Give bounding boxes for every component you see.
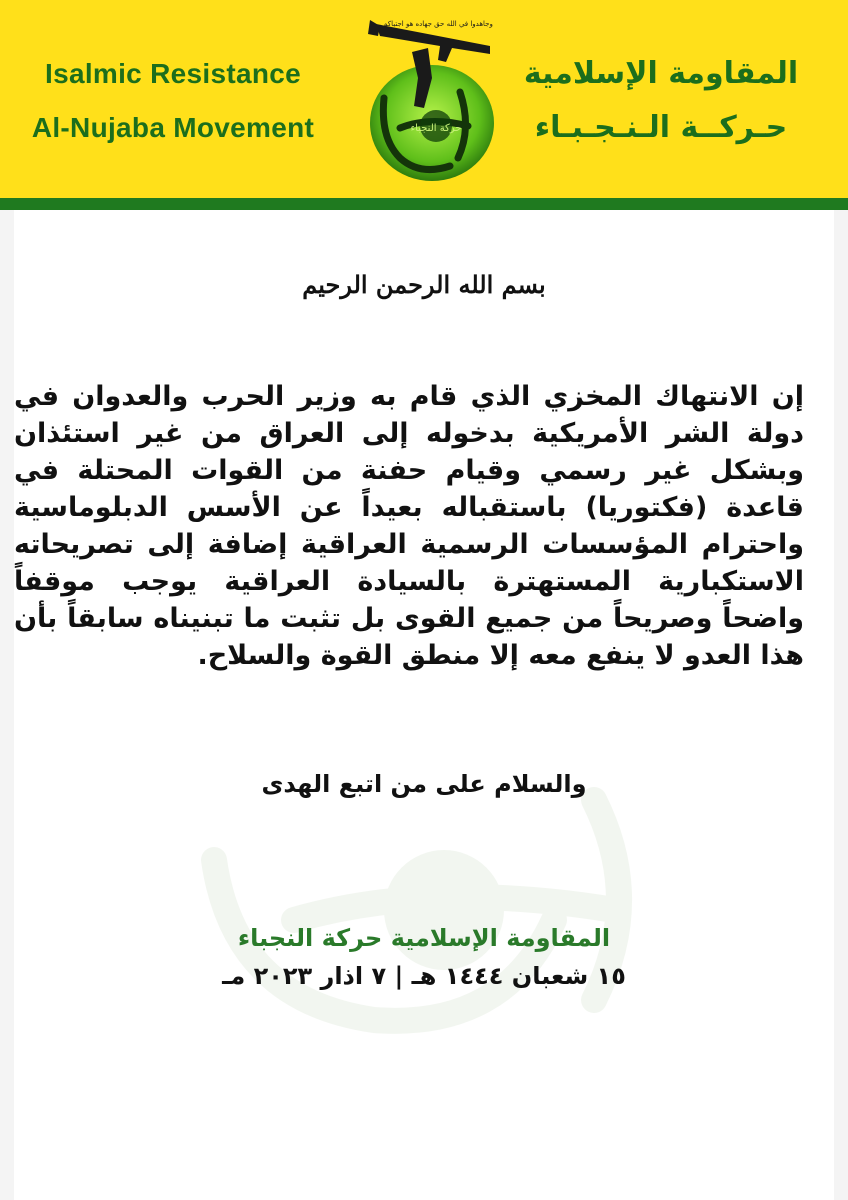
header-arabic-line2: حـركــة الـنـجـبـاء (534, 110, 788, 145)
header-english-line2: Al-Nujaba Movement (31, 112, 315, 143)
logo-calligraphy-text: حركة النجباء (410, 123, 462, 134)
watermark-logo (174, 680, 694, 1060)
header-divider (0, 198, 848, 210)
statement-date: ١٥ شعبان ١٤٤٤ هـ | ٧ اذار ٢٠٢٣ مـ (222, 962, 626, 990)
header-arabic-line1: المقاومة الإسلامية (523, 56, 799, 91)
nujaba-logo (340, 8, 510, 188)
closing-salutation: والسلام على من اتبع الهدى (261, 770, 587, 798)
logo-top-text: وجاهدوا في الله حق جهاده هو اجتباكم (383, 20, 493, 28)
basmala: بسم الله الرحمن الرحيم (302, 270, 546, 299)
statement-page (14, 210, 834, 1200)
statement-body: إن الانتهاك المخزي الذي قام به وزير الحرب والعدوان في دولة الشر الأمريكية بدخوله إلى العراق من غير استئذان وبشكل غير رسمي وقيام حفنة من القوات المحتلة في قاعدة (فكتوريا) باستقباله بعيداً عن الأسس الدبلوماسية واحترام المؤسسات الرسمية العراقية إضافة إلى تصريحاته الاستكبارية المستهترة بالسيادة العراقية يوجب موقفاً واضحاً وصريحاً من جميع القوى بل تثبت ما تبنيناه سابقاً بأن هذا العدو لا ينفع معه إلا منطق القوة والسلاح. (14, 381, 804, 671)
signature: المقاومة الإسلامية حركة النجباء (237, 924, 611, 952)
header-english-line1: Isalmic Resistance (45, 58, 301, 89)
